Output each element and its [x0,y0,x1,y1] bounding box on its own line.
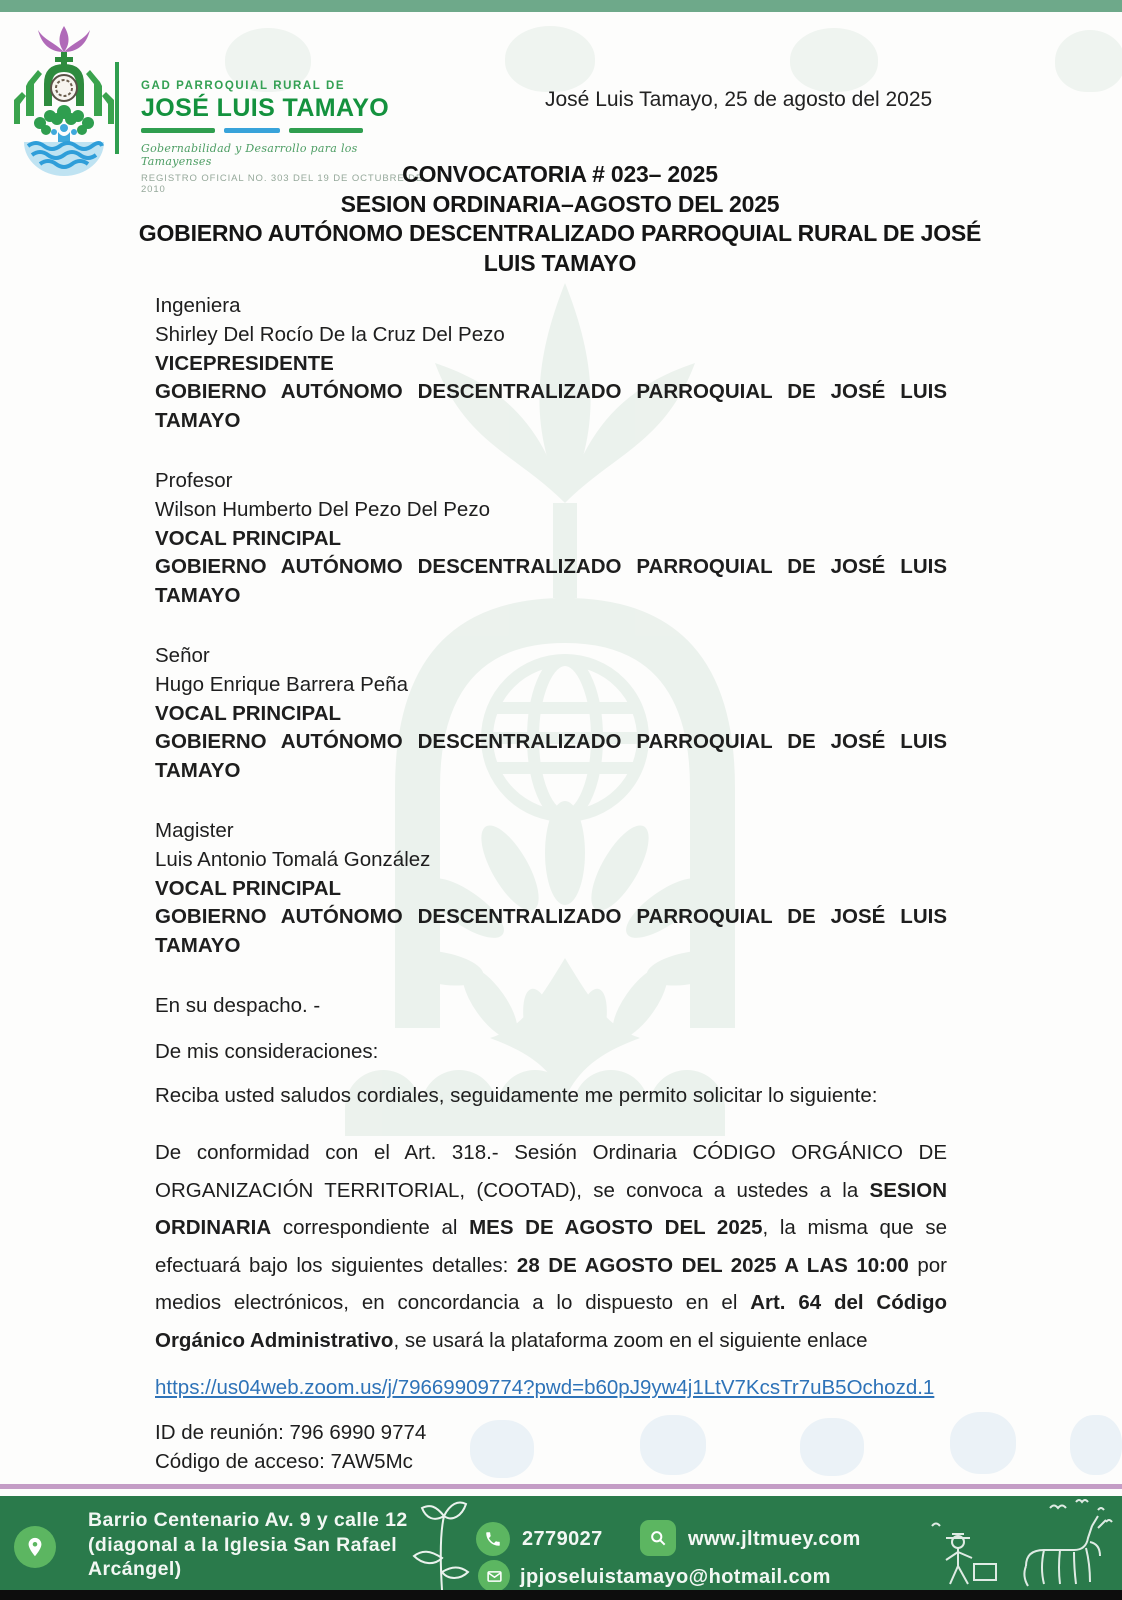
location-pin-icon [14,1526,56,1568]
recipient-salutation: Magister [155,818,234,842]
top-green-bar [0,0,1122,12]
watermark-blob [640,1415,706,1475]
recipient-block [155,467,947,611]
zoom-link-line [155,1372,947,1403]
web-search-icon [640,1520,676,1556]
despacho-line: En su despacho. - [155,993,321,1017]
recipient-org: GOBIERNO AUTÓNOMO DESCENTRALIZADO PARROQUIAL DE JOSÉ LUIS TAMAYO [155,380,947,433]
recipient-org: GOBIERNO AUTÓNOMO DESCENTRALIZADO PARROQUIAL DE JOSÉ LUIS TAMAYO [155,905,947,958]
recipient-salutation: Profesor [155,468,233,492]
email-icon [478,1560,510,1592]
footer-phone: 2779027 [522,1528,603,1550]
watermark-blob [470,1420,534,1478]
footer-website: www.jltmuey.com [688,1528,861,1550]
watermark-blob [505,26,595,92]
recipient-block [155,642,947,786]
recipient-role: VICEPRESIDENTE [155,351,334,375]
recipient-org: GOBIERNO AUTÓNOMO DESCENTRALIZADO PARROQUIAL DE JOSÉ LUIS TAMAYO [155,730,947,783]
watermark-blob [800,1418,864,1476]
meeting-id-value: 796 6990 9774 [289,1421,427,1445]
recipient-salutation: Señor [155,643,210,667]
document-title [120,160,1000,278]
recipient-salutation: Ingeniera [155,294,241,317]
logo-tagline: Gobernabilidad y Desarrollo para los Tamayenses [141,142,358,168]
zoom-meeting-link[interactable]: https://us04web.zoom.us/j/79669909774?pwd=b60pJ9yw4j1LtV7KcsTr7uB5Ochozd.1 [155,1376,935,1400]
footer-divider-line [0,1484,1122,1489]
meeting-id-label: ID de reunión: [155,1421,290,1445]
logo-registry: REGISTRO OFICIAL NO. 303 DEL 19 DE OCTUBRE DE 2010 [141,173,424,195]
convocatoria-paragraph: De conformidad con el Art. 318.- Sesión Ordinaria CÓDIGO ORGÁNICO DE ORGANIZACIÓN TERRITORIAL, (COOTAD), se convoca a ustedes a la SESION ORDINARIA correspondiente al MES DE AGOSTO DEL 2025, la misma que se efectuará bajo los siguientes detalles: 28 DE AGOSTO DEL 2025 A LAS 10:00 por medios electrónicos, en concordancia a lo dispuesto en el Art. 64 del Código Orgánico Administrativo, se usará la plataforma zoom en el siguiente enlace [155,1141,947,1352]
logo-divider [115,62,119,154]
watermark-blob [1055,30,1122,92]
phone-icon [476,1522,510,1556]
watermark-blob [950,1412,1016,1474]
recipient-name: Wilson Humberto Del Pezo Del Pezo [155,497,490,521]
recipient-role: VOCAL PRINCIPAL [155,701,342,725]
recipient-name: Hugo Enrique Barrera Peña [155,672,408,696]
logo-org-type: GAD PARROQUIAL RURAL DE [141,80,346,92]
watermark-blob [1070,1415,1122,1475]
access-code-value: 7AW5Mc [330,1449,413,1473]
bottom-black-bar [0,1590,1122,1600]
recipient-block [155,292,947,436]
recipient-role: VOCAL PRINCIPAL [155,876,342,900]
farmer-donkey-art [930,1496,1122,1592]
footer-address: Barrio Centenario Av. 9 y calle 12 (diagonal a la Iglesia San Rafael Arcángel) [88,1509,408,1580]
title-line-3: GOBIERNO AUTÓNOMO DESCENTRALIZADO PARROQUIAL RURAL DE JOSÉ LUIS TAMAYO [138,220,982,276]
recipient-role: VOCAL PRINCIPAL [155,526,342,550]
logo-underline-bars [141,128,427,133]
gad-logo-emblem [8,24,120,176]
title-line-2: SESION ORDINARIA–AGOSTO DEL 2025 [340,190,780,217]
title-line-1: CONVOCATORIA # 023– 2025 [402,161,718,187]
recipient-block [155,817,947,961]
recipient-name: Luis Antonio Tomalá González [155,847,431,871]
consideraciones-line: De mis consideraciones: [155,1039,379,1063]
footer-bar [0,1496,1122,1592]
recipient-org: GOBIERNO AUTÓNOMO DESCENTRALIZADO PARROQUIAL DE JOSÉ LUIS TAMAYO [155,555,947,608]
letter-body [155,292,947,1476]
footer-email: jpjoseluistamayo@hotmail.com [520,1566,831,1588]
logo-org-name: JOSÉ LUIS TAMAYO [141,94,390,122]
access-code-label: Código de acceso: [155,1449,331,1473]
recipient-name: Shirley Del Rocío De la Cruz Del Pezo [155,322,505,346]
recipients-list [155,292,947,961]
saludo-line: Reciba usted saludos cordiales, seguidamente me permito solicitar lo siguiente: [155,1083,878,1107]
watermark-blob [790,28,878,92]
date-line: José Luis Tamayo, 25 de agosto del 2025 [545,88,933,111]
